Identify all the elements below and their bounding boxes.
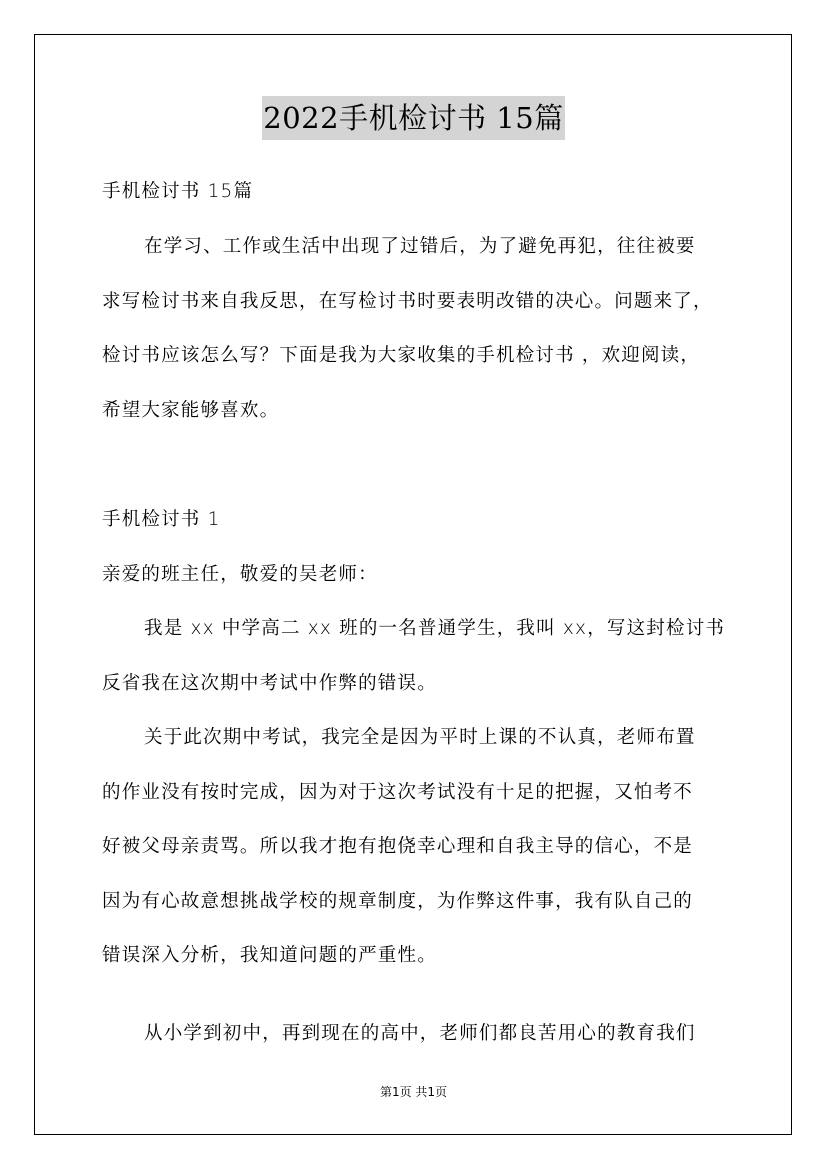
salutation-line: 亲爱的班主任，敬爱的吴老师： (102, 564, 378, 585)
paragraph-line: 我是 xx 中学高二 xx 班的一名普通学生，我叫 xx，写这封检讨书 (144, 618, 726, 639)
paragraph-line: 反省我在这次期中考试中作弊的错误。 (102, 673, 437, 694)
paragraph-line: 求写检讨书来自我反思，在写检讨书时要表明改错的决心。问题来了， (102, 291, 713, 312)
paragraph-line: 检讨书应该怎么写？下面是我为大家收集的手机检讨书 ，欢迎阅读， (102, 345, 701, 366)
title-container (0, 96, 827, 140)
page-footer: 第1页 共1页 (379, 1085, 448, 1099)
paragraph-line: 的作业没有按时完成，因为对于这次考试没有十足的把握，又怕考不 (102, 782, 694, 803)
document-title: 2022手机检讨书 15篇 (262, 96, 564, 140)
paragraph-line: 好被父母亲责骂。所以我才抱有抱侥幸心理和自我主导的信心，不是 (102, 836, 694, 857)
paragraph-line: 因为有心故意想挑战学校的规章制度，为作弊这件事，我有队自己的 (102, 891, 694, 912)
paragraph-line: 关于此次期中考试，我完全是因为平时上课的不认真，老师布置 (144, 727, 696, 748)
section-heading: 手机检讨书 1 (102, 509, 221, 530)
paragraph-line: 错误深入分析，我知道问题的严重性。 (102, 945, 437, 966)
subtitle-line: 手机检讨书 15篇 (102, 181, 254, 202)
paragraph-line: 从小学到初中，再到现在的高中，老师们都良苦用心的教育我们 (144, 1023, 696, 1044)
paragraph-line: 希望大家能够喜欢。 (102, 400, 280, 421)
paragraph-line: 在学习、工作或生活中出现了过错后，为了避免再犯，往往被要 (144, 236, 696, 257)
